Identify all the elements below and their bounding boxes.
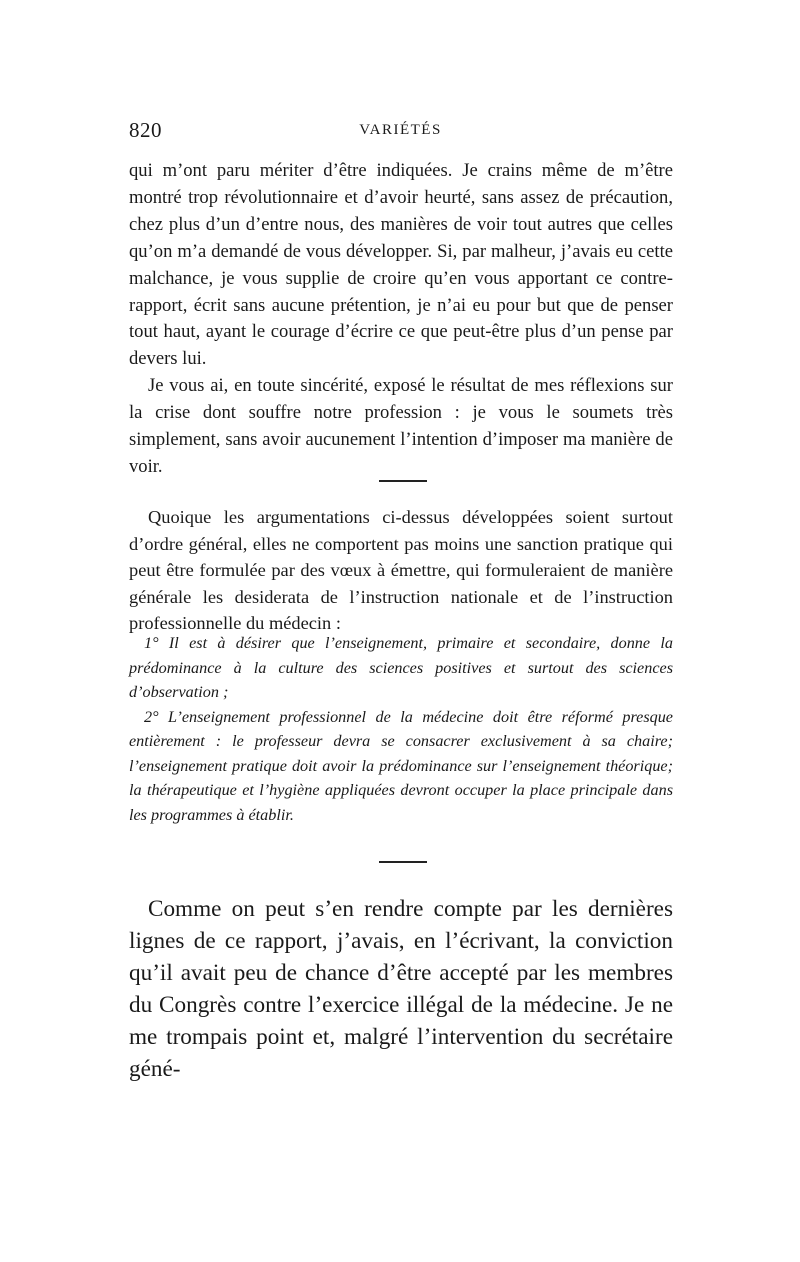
wishes-list [129, 631, 673, 827]
paragraph: Comme on peut s’en rendre compte par les dernières lignes de ce rapport, j’avais, en l’écrivant, la conviction qu’il avait peu de chance d’être accepté par les membres du Congrès contre l’exercice illégal de la médecine. Je ne me trompais point et, malgré l’intervention du secrétaire géné- [129, 896, 673, 1082]
page-header [129, 118, 672, 144]
section-divider [379, 861, 427, 863]
wish-item: 1° Il est à désirer que l’enseignement, primaire et secondaire, donne la prédominance à la culture des sciences positives et surtout des sciences d’observation ; [129, 634, 673, 701]
commentary [129, 893, 673, 1085]
practical-sanction-intro [129, 504, 673, 637]
section-divider [379, 480, 427, 482]
running-head: VARIÉTÉS [359, 122, 442, 138]
paragraph: Je vous ai, en toute sincérité, exposé le résultat de mes réflexions sur la crise dont souffre notre profession : je vous le soumets très simplement, sans avoir aucunement l’intention d’imposer ma manière de voir. [129, 375, 673, 477]
wish-item: 2° L’enseignement professionnel de la médecine doit être réformé presque entièrement : le professeur devra se consacrer exclusivement à sa chaire; l’enseignement pratique doit avoir la prédominance sur l’enseignement théorique; la thérapeutique et l’hygiène appliquées devront occuper la place principale dans les programmes à établir. [129, 707, 673, 824]
paragraph: qui m’ont paru mériter d’être indiquées. Je crains même de m’être montré trop révolutionnaire et d’avoir heurté, sans assez de précaution, chez plus d’un d’entre nous, des manières de voir tout autres que celles qu’on m’a demandé de vous développer. Si, par malheur, j’avais eu cette malchance, je vous supplie de croire qu’en vous apportant ce contre-rapport, écrit sans aucune prétention, je n’ai eu pour but que de penser tout haut, ayant le courage d’écrire ce que peut-être plus d’un pense par devers lui. [129, 160, 673, 370]
contre-rapport-conclusion [129, 158, 673, 481]
page-number: 820 [129, 118, 162, 142]
paragraph: Quoique les argumentations ci-dessus développées soient surtout d’ordre général, elles ne comportent pas moins une sanction pratique qui peut être formulée par des vœux à émettre, qui formuleraient de manière générale les desiderata de l’instruction nationale et de l’instruction professionnelle du médecin : [129, 507, 673, 634]
